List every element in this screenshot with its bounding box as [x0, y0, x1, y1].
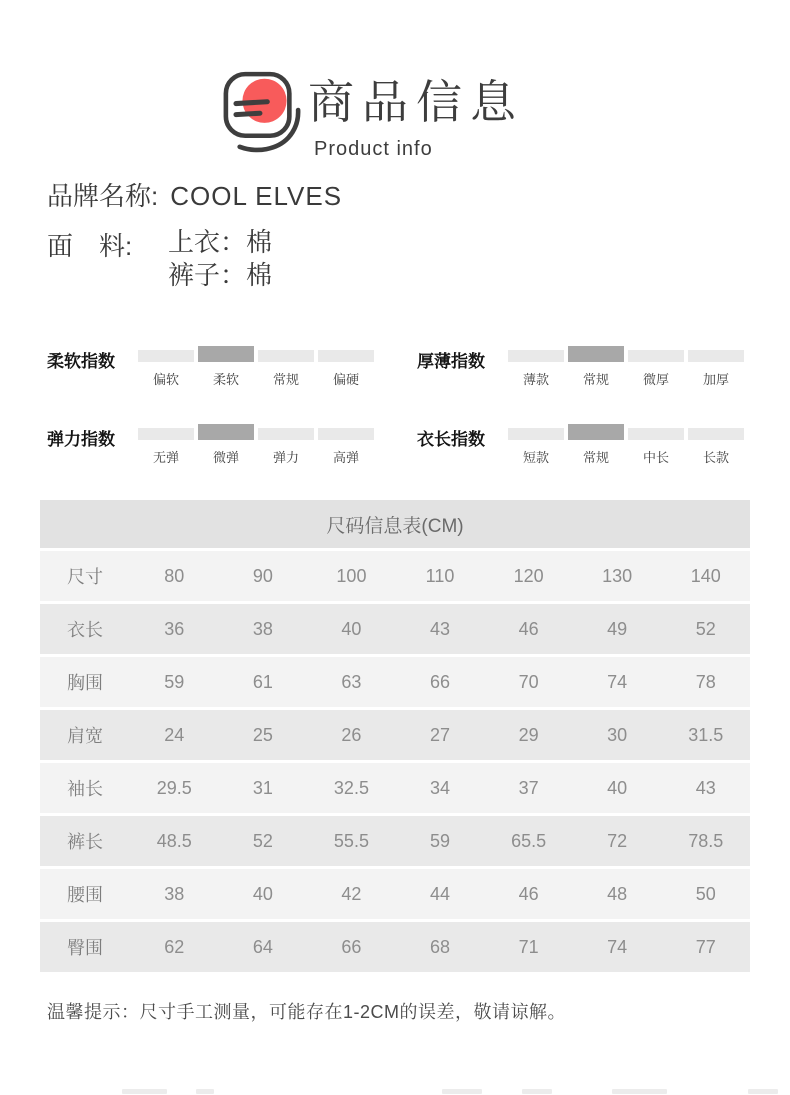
- table-cell: 77: [695, 936, 716, 957]
- table-cell: 66: [430, 671, 451, 692]
- index-option-label: 常规: [582, 372, 609, 387]
- table-cell: 38: [164, 883, 185, 904]
- table-cell: 90: [252, 565, 273, 586]
- brand-name: COOL ELVES: [170, 181, 343, 211]
- table-cell: 27: [430, 724, 451, 745]
- material-label: 面 料:: [47, 231, 133, 261]
- segment-bar: [508, 350, 564, 362]
- table-cell: 110: [425, 565, 455, 586]
- index-label: 厚薄指数: [417, 352, 485, 371]
- index-label: 衣长指数: [417, 430, 485, 449]
- table-cell: 43: [695, 777, 716, 798]
- table-cell: 100: [336, 565, 367, 586]
- table-cell: 70: [518, 671, 539, 692]
- table-cell: 74: [607, 671, 628, 692]
- table-cell: 50: [695, 883, 716, 904]
- table-cell: 40: [607, 777, 628, 798]
- material-top: 上衣：棉: [168, 227, 273, 257]
- material-row: [47, 226, 272, 292]
- table-cell: 52: [695, 618, 716, 639]
- length-index: [417, 424, 744, 466]
- index-bar: [508, 424, 744, 466]
- table-cell: 65.5: [511, 830, 547, 851]
- softness-index: [47, 346, 374, 388]
- table-cell: 46: [518, 618, 539, 639]
- cutoff-content-marks: [0, 1088, 790, 1095]
- segment-bar: [198, 346, 254, 362]
- index-segment: [628, 424, 684, 466]
- segment-bar: [628, 428, 684, 440]
- index-segment: [258, 424, 314, 466]
- table-cell: 72: [607, 830, 628, 851]
- table-cell: 52: [252, 830, 273, 851]
- index-option-label: 薄款: [522, 372, 549, 387]
- table-row-pants-length: [40, 816, 750, 866]
- index-bar: [508, 346, 744, 388]
- table-cell: 63: [341, 671, 362, 692]
- table-cell: 120: [513, 565, 544, 586]
- index-option-label: 常规: [582, 450, 609, 465]
- index-option-label: 柔软: [212, 372, 239, 387]
- row-label: 袖长: [67, 779, 103, 799]
- material-values: [168, 226, 272, 292]
- index-segment: [628, 346, 684, 388]
- table-cell: 29.5: [156, 777, 192, 798]
- index-segment: [688, 346, 744, 388]
- index-segment: [318, 346, 374, 388]
- index-bar: [138, 424, 374, 466]
- segment-bar: [138, 428, 194, 440]
- index-segment: [258, 346, 314, 388]
- table-cell: 31: [252, 777, 273, 798]
- index-segment: [318, 424, 374, 466]
- page-subtitle: Product info: [314, 138, 433, 160]
- row-label: 衣长: [67, 620, 103, 640]
- table-cell: 40: [341, 618, 362, 639]
- table-cell: 66: [341, 936, 362, 957]
- elasticity-index: [47, 424, 374, 466]
- table-cell: 30: [607, 724, 628, 745]
- segment-bar: [628, 350, 684, 362]
- table-cell: 59: [164, 671, 185, 692]
- table-cell: 32.5: [333, 777, 369, 798]
- table-cell: 48: [607, 883, 628, 904]
- table-cell: 62: [164, 936, 185, 957]
- size-table: [40, 500, 750, 975]
- index-segment-selected: [198, 424, 254, 466]
- brand-row: [47, 176, 342, 213]
- index-option-label: 微厚: [642, 372, 669, 387]
- index-option-label: 短款: [522, 450, 549, 465]
- index-option-label: 偏硬: [332, 372, 359, 387]
- segment-bar: [258, 428, 314, 440]
- segment-bar: [688, 350, 744, 362]
- index-option-label: 高弹: [332, 450, 359, 465]
- segment-bar: [258, 350, 314, 362]
- table-row-waist: [40, 869, 750, 919]
- index-segment-selected: [568, 346, 624, 388]
- table-cell: 31.5: [688, 724, 724, 745]
- row-label: 裤长: [67, 832, 103, 852]
- segment-bar: [198, 424, 254, 440]
- segment-bar: [688, 428, 744, 440]
- index-option-label: 长款: [702, 450, 729, 465]
- table-row-shoulder: [40, 710, 750, 760]
- thickness-index: [417, 346, 744, 388]
- row-label: 胸围: [67, 673, 103, 693]
- material-bottom: 裤子：棉: [168, 260, 273, 290]
- index-option-label: 弹力: [272, 450, 299, 465]
- index-label: 柔软指数: [47, 352, 115, 371]
- table-cell: 43: [430, 618, 451, 639]
- table-cell: 64: [252, 936, 273, 957]
- table-cell: 40: [252, 883, 273, 904]
- row-label: 腰围: [67, 885, 103, 905]
- table-cell: 55.5: [333, 830, 369, 851]
- table-cell: 42: [341, 883, 362, 904]
- table-cell: 36: [164, 618, 185, 639]
- index-option-label: 无弹: [152, 450, 179, 465]
- index-segment: [138, 424, 194, 466]
- table-cell: 78.5: [688, 830, 724, 851]
- index-bar: [138, 346, 374, 388]
- table-cell: 78: [695, 671, 716, 692]
- table-cell: 37: [518, 777, 539, 798]
- table-cell: 68: [430, 936, 451, 957]
- table-cell: 46: [518, 883, 539, 904]
- table-row-garment-length: [40, 604, 750, 654]
- index-segment: [508, 346, 564, 388]
- index-option-label: 常规: [272, 372, 299, 387]
- table-cell: 34: [430, 777, 451, 798]
- index-option-label: 加厚: [702, 372, 729, 387]
- table-cell: 74: [607, 936, 628, 957]
- table-cell: 140: [690, 565, 721, 586]
- page-title: 商品信息: [308, 76, 524, 128]
- table-row-chest: [40, 657, 750, 707]
- table-cell: 49: [607, 618, 628, 639]
- index-segment-selected: [568, 424, 624, 466]
- row-label: 尺寸: [67, 567, 103, 587]
- index-segment: [508, 424, 564, 466]
- brand-label: 品牌名称:: [47, 181, 159, 211]
- speech-bubble-logo-icon: [213, 64, 305, 156]
- row-label: 臀围: [67, 938, 103, 958]
- index-segment: [688, 424, 744, 466]
- table-row-hip: [40, 922, 750, 972]
- index-option-label: 中长: [642, 450, 669, 465]
- measurement-disclaimer: 温馨提示：尺寸手工测量，可能存在1-2CM的误差，敬请谅解。: [47, 1002, 567, 1022]
- table-cell: 61: [252, 671, 273, 692]
- index-segment: [138, 346, 194, 388]
- segment-bar: [318, 428, 374, 440]
- index-segment-selected: [198, 346, 254, 388]
- segment-bar: [318, 350, 374, 362]
- table-cell: 26: [341, 724, 362, 745]
- segment-bar: [508, 428, 564, 440]
- table-row-sleeve: [40, 763, 750, 813]
- table-row-size: [40, 551, 750, 601]
- table-cell: 48.5: [156, 830, 192, 851]
- table-cell: 24: [164, 724, 185, 745]
- table-cell: 25: [252, 724, 273, 745]
- segment-bar: [138, 350, 194, 362]
- table-cell: 130: [602, 565, 633, 586]
- index-option-label: 微弹: [212, 450, 239, 465]
- table-cell: 38: [252, 618, 273, 639]
- table-cell: 59: [430, 830, 451, 851]
- row-label: 肩宽: [67, 726, 103, 746]
- index-option-label: 偏软: [152, 372, 179, 387]
- table-cell: 80: [164, 565, 185, 586]
- segment-bar: [568, 346, 624, 362]
- size-table-title: 尺码信息表(CM): [40, 500, 750, 548]
- table-cell: 29: [518, 724, 539, 745]
- table-cell: 71: [518, 936, 539, 957]
- segment-bar: [568, 424, 624, 440]
- table-cell: 44: [430, 883, 451, 904]
- index-label: 弹力指数: [47, 430, 115, 449]
